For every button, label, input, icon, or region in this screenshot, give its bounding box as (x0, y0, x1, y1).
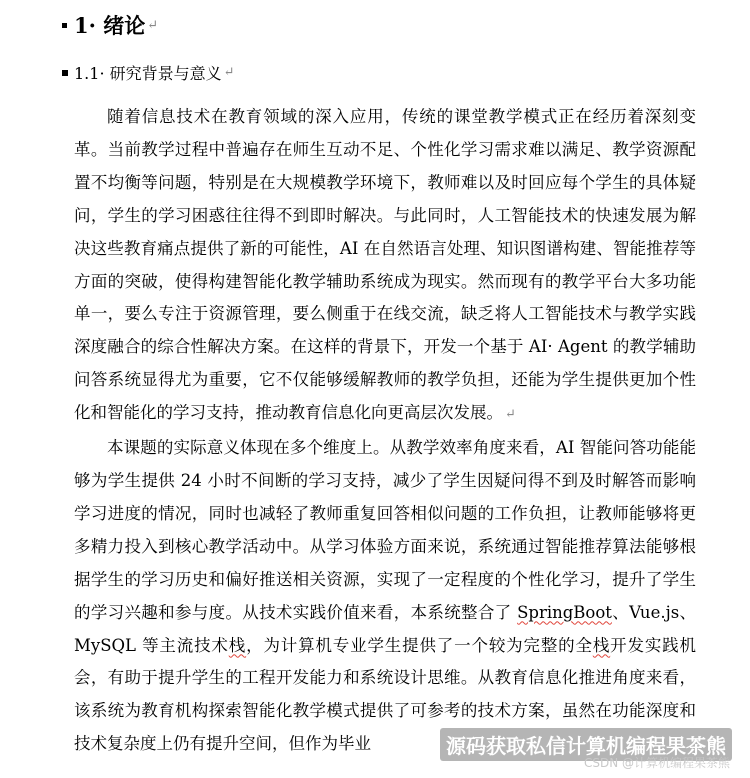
paragraph-background (74, 101, 696, 432)
outline-bullet-icon (62, 23, 67, 28)
paragraph-background-text: 随着信息技术在教育领域的深入应用，传统的课堂教学模式正在经历着深刻变革。当前教学过程中普遍存在师生互动不足、个性化学习需求难以满足、教学资源配置不均衡等问题，特别是在大规模教学环境下，教师难以及时回应每个学生的具体疑问，学生的学习困惑往往得不到即时解决。与此同时，人工智能技术的快速发展为解决这些教育痛点提供了新的可能性，AI 在自然语言处理、知识图谱构建、智能推荐等方面的突破，使得构建智能化教学辅助系统成为现实。然而现有的教学平台大多功能单一，要么专注于资源管理，要么侧重于在线交流，缺乏将人工智能技术与教学实践深度融合的综合性解决方案。在这样的背景下，开发一个基于 AI· Agent 的教学辅助问答系统显得尤为重要，它不仅能够缓解教师的教学负担，还能为学生提供更加个性化和智能化的学习支持，推动教育信息化向更高层次发展。 (74, 107, 696, 423)
spelling-flag-stack-2: 栈 (592, 635, 611, 655)
watermark-credit: CSDN @计算机编程果茶熊 (583, 756, 730, 770)
watermark-banner: 源码获取私信计算机编程果茶熊 (440, 728, 732, 761)
paragraph-significance-text-1: 本课题的实际意义体现在多个维度上。从教学效率角度来看，AI 智能问答功能能够为学生提供 24 小时不间断的学习支持，减少了学生因疑问得不到及时解答而影响学习进度的情况，同时也减轻了教师重复回答相似问题的工作负担，让教师能够将更多精力投入到核心教学活动中。从学习体验方面来说，系统通过智能推荐算法能够根据学生的学习历史和偏好推送相关资源，实现了一定程度的个性化学习，提升了学生的学习兴趣和参与度。从技术实践价值来看，本系统整合了 (74, 438, 696, 622)
paragraph-significance-text-2: 、Vue.js、MySQL 等主流技术 (74, 602, 696, 655)
paragraph-mark-icon: ↵ (505, 407, 516, 423)
paragraph-significance (74, 432, 696, 761)
spelling-flag-springboot: SpringBoot (517, 602, 612, 622)
heading-level-1 (62, 10, 158, 40)
spelling-flag-stack: 栈 (228, 635, 247, 655)
body-text (74, 101, 696, 761)
outline-bullet-icon (62, 70, 68, 76)
heading-level-2 (62, 61, 235, 84)
heading-level-2-text: 1.1· 研究背景与意义 (74, 64, 222, 83)
paragraph-significance-text-4: 开发实践机会，有助于提升学生的工程开发能力和系统设计思维。从教育信息化推进角度来看，该系统为教育机构探索智能化教学模式提供了可参考的技术方案，虽然在功能深度和技术复杂度上仍有提升空间，但作为毕业 (74, 635, 697, 754)
paragraph-mark-icon: ↵ (147, 17, 159, 33)
heading-level-1-text: 1· 绪论 (74, 13, 146, 38)
paragraph-mark-icon: ↵ (223, 65, 235, 80)
paragraph-significance-text-3: ，为计算机专业学生提供了一个较为完整的全 (246, 635, 593, 655)
